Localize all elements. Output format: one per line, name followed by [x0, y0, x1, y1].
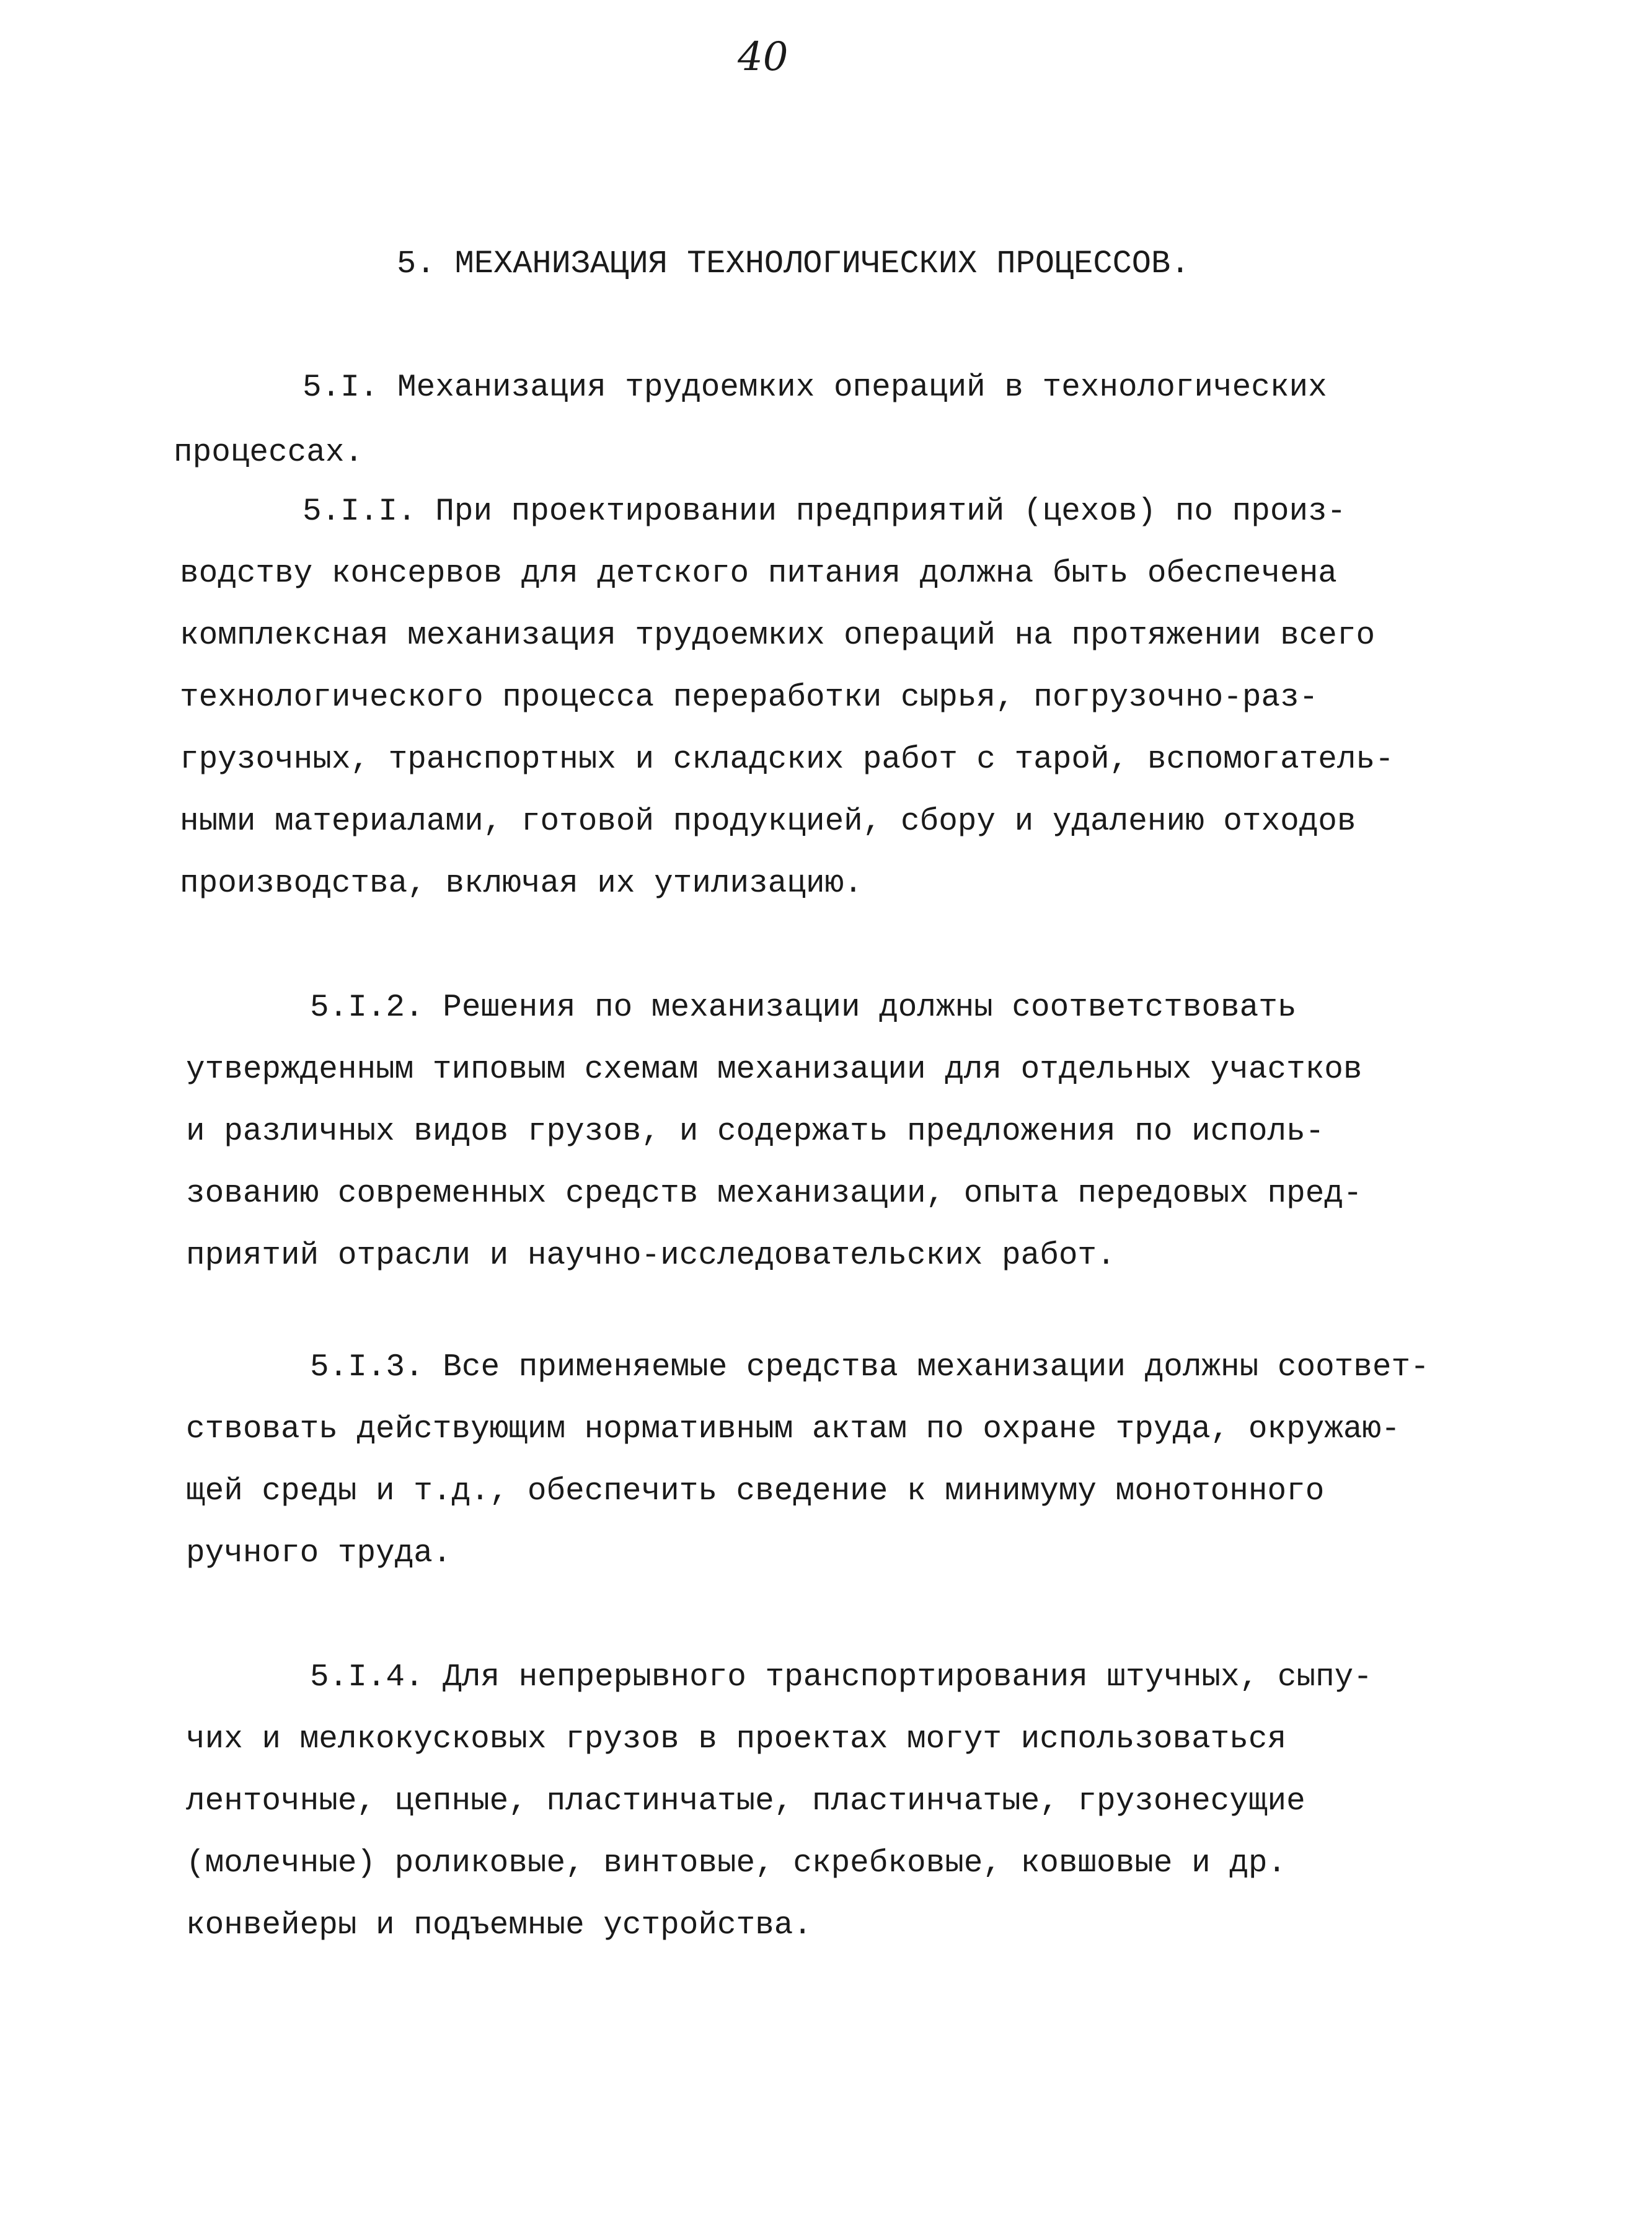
- text-line: щей среды и т.д., обеспечить сведение к минимуму монотонного: [186, 1474, 1325, 1509]
- text-line: чих и мелкокусковых грузов в проектах могут использоваться: [186, 1722, 1287, 1757]
- text-line: ствовать действующим нормативным актам по охране труда, окружаю-: [186, 1412, 1400, 1447]
- text-line: 5.I.I. При проектировании предприятий (цехов) по произ-: [303, 494, 1346, 530]
- text-line: 5.I.3. Все применяемые средства механизации должны соответ-: [310, 1350, 1429, 1385]
- text-line: ленточные, цепные, пластинчатые, пластинчатые, грузонесущие: [186, 1784, 1305, 1819]
- text-line: ными материалами, готовой продукцией, сбору и удалению отходов: [180, 804, 1356, 840]
- text-line: 5.I. Механизация трудоемких операций в технологических: [303, 370, 1327, 406]
- text-line: (молечные) роликовые, винтовые, скребковые, ковшовые и др.: [186, 1846, 1287, 1881]
- section-heading: 5. МЕХАНИЗАЦИЯ ТЕХНОЛОГИЧЕСКИХ ПРОЦЕССОВ.: [397, 246, 1190, 282]
- text-line: водству консервов для детского питания должна быть обеспечена: [180, 556, 1337, 592]
- text-line: производства, включая их утилизацию.: [180, 866, 863, 902]
- text-line: 5.I.2. Решения по механизации должны соответствовать: [310, 990, 1297, 1026]
- text-line: 5.I.4. Для непрерывного транспортирования штучных, сыпу-: [310, 1660, 1372, 1695]
- text-line: ручного труда.: [186, 1536, 452, 1571]
- text-line: и различных видов грузов, и содержать предложения по исполь-: [186, 1114, 1325, 1150]
- text-line: зованию современных средств механизации, опыта передовых пред-: [186, 1176, 1363, 1212]
- text-line: процессах.: [174, 435, 364, 471]
- text-line: технологического процесса переработки сырья, погрузочно-раз-: [180, 680, 1319, 716]
- text-line: утвержденным типовым схемам механизации для отдельных участков: [186, 1052, 1363, 1088]
- page-number: 40: [738, 34, 788, 80]
- text-line: конвейеры и подъемные устройства.: [186, 1908, 812, 1943]
- text-line: грузочных, транспортных и складских работ с тарой, вспомогатель-: [180, 742, 1394, 778]
- text-line: комплексная механизация трудоемких операций на протяжении всего: [180, 618, 1376, 654]
- text-line: приятий отрасли и научно-исследовательских работ.: [186, 1238, 1116, 1274]
